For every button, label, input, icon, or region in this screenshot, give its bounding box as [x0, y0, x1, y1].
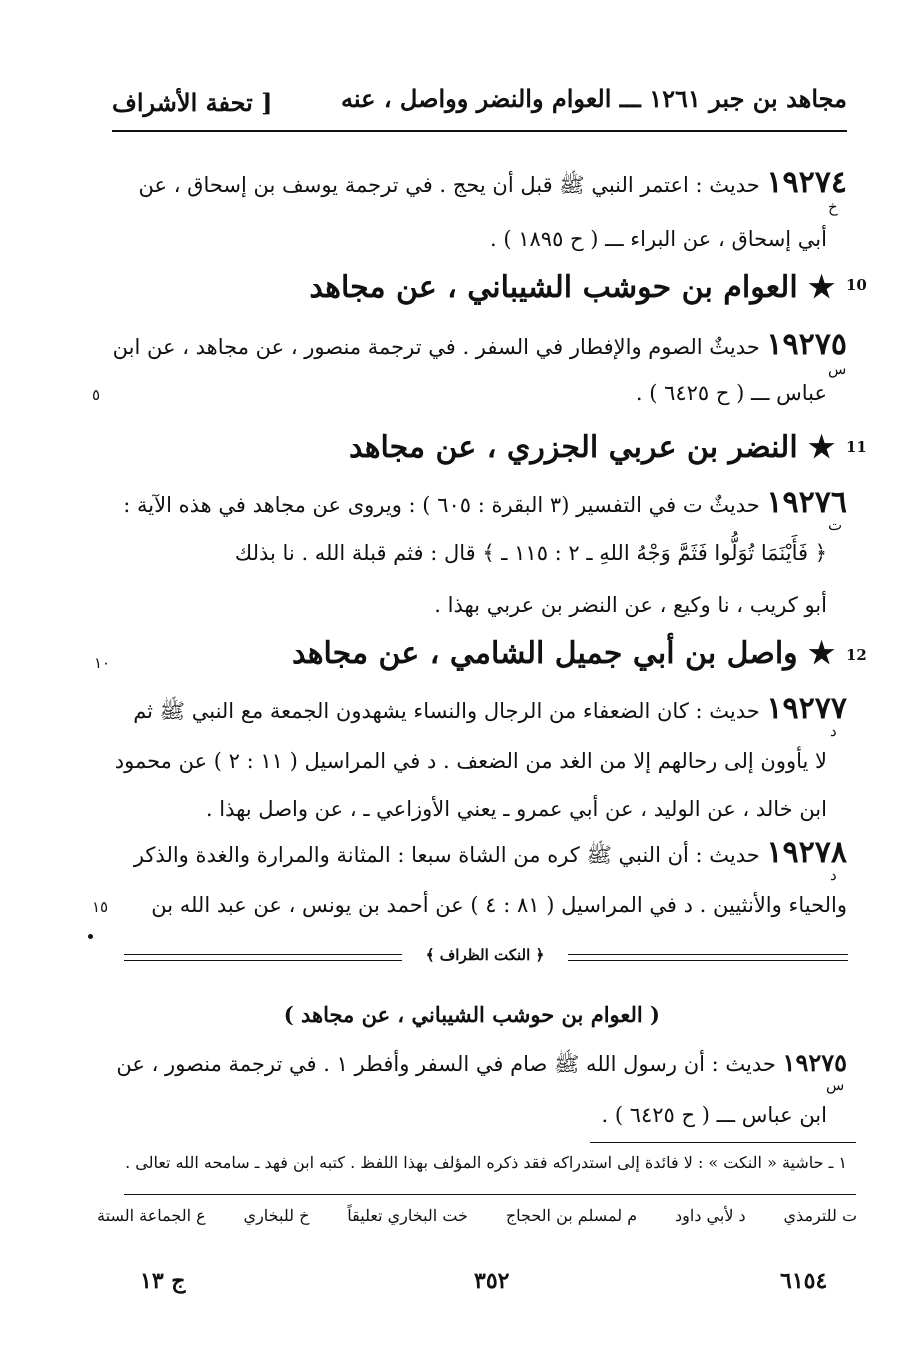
- entry-number: ١٩٢٧٦: [766, 485, 847, 520]
- entry-text: حديثٌ ت في التفسير (٣ البقرة : ٦٠٥ ) : ويروى عن مجاهد في هذه الآية :: [123, 493, 760, 517]
- section-number: 10: [846, 276, 867, 294]
- entry-19274-line1: [107, 165, 847, 200]
- section-number: 11: [846, 438, 867, 456]
- nukat-heading: ( العوام بن حوشب الشيباني ، عن مجاهد ): [283, 1002, 660, 1027]
- entry-text: حديث : أن رسول الله ﷺ صام في السفر وأفطر ١ . في ترجمة منصور ، عن: [116, 1052, 776, 1076]
- running-title-right: مجاهد بن جبر ١٢٦١ ـــ العوام والنضر وواصل ، عنه: [341, 84, 847, 113]
- legend-rule: [124, 1194, 856, 1195]
- nukat-entry-line1: [107, 1048, 847, 1079]
- nukat-entry-line2: ابن عباس ـــ ( ح ٦٤٢٥ ) .: [601, 1103, 827, 1127]
- siglum: س: [828, 360, 847, 378]
- legend-item: خت البخاري تعليقاً: [347, 1206, 468, 1225]
- volume-number: ج ١٣: [140, 1268, 186, 1294]
- entry-text: حديث : اعتمر النبي ﷺ قبل أن يحج . في ترجمة يوسف بن إسحاق ، عن: [138, 173, 760, 197]
- section-title: ★ النضر بن عربي الجزري ، عن مجاهد: [348, 430, 835, 465]
- margin-line-number: ٥: [92, 386, 101, 404]
- legend-item: خ للبخاري: [243, 1206, 310, 1225]
- legend-item: م لمسلم بن الحجاج: [505, 1206, 638, 1225]
- nukat-label: ﴿ النكت الظراف ﴾: [425, 946, 545, 964]
- entry-19278-line1: [107, 835, 847, 870]
- entry-number: ١٩٢٧٨: [766, 835, 847, 870]
- entry-19275-line1: [107, 327, 847, 362]
- margin-line-number: ١٠: [94, 654, 111, 672]
- section-number: 12: [846, 646, 867, 664]
- sigla-legend: [97, 1206, 857, 1225]
- footnote: ١ ـ حاشية « النكت » : لا فائدة إلى استدراكه فقد ذكره المؤلف بهذا اللفظ . كتبه ابن فهد ـ سامحه الله تعالى .: [125, 1153, 847, 1172]
- legend-item: ت للترمذي: [783, 1206, 857, 1225]
- header-rule: [112, 130, 847, 132]
- legend-item: د لأبي داود: [675, 1206, 746, 1225]
- footnote-rule: [590, 1142, 856, 1143]
- margin-dot: [88, 934, 93, 939]
- double-rule-right: [568, 954, 848, 961]
- entry-19277-line2: لا يأوون إلى رحالهم إلا من الغد من الضعف . د في المراسيل ( ١١ : ٢ ) عن محمود: [114, 749, 827, 773]
- page-number: ٣٥٢: [474, 1268, 510, 1294]
- siglum: ت: [828, 516, 843, 534]
- entry-19275-line2: عباس ـــ ( ح ٦٤٢٥ ) .: [635, 381, 827, 405]
- entry-19276-line3: أبو كريب ، نا وكيع ، عن النضر بن عربي بهذا .: [434, 593, 827, 617]
- siglum: د: [830, 866, 837, 884]
- section-title: ★ واصل بن أبي جميل الشامي ، عن مجاهد: [291, 636, 835, 671]
- entry-text: حديث : أن النبي ﷺ كره من الشاة سبعا : المثانة والمرارة والغدة والذكر: [133, 843, 760, 867]
- section-title: ★ العوام بن حوشب الشيباني ، عن مجاهد: [309, 270, 835, 305]
- entry-19276-line1: [107, 485, 847, 520]
- folio-number: ٦١٥٤: [780, 1268, 828, 1294]
- entry-19277-line3: ابن خالد ، عن الوليد ، عن أبي عمرو ـ يعني الأوزاعي ـ ، عن واصل بهذا .: [205, 797, 827, 821]
- entry-19276-line2: ﴿ فَأَيْنَمَا تُوَلُّوا فَثَمَّ وَجْهُ اللهِ ـ ٢ : ١١٥ ـ ﴾ قال : فثم قبلة الله . نا بذلك: [234, 541, 827, 565]
- entry-number: ١٩٢٧٧: [766, 691, 847, 726]
- entry-text: حديث : كان الضعفاء من الرجال والنساء يشهدون الجمعة مع النبي ﷺ ثم: [133, 699, 760, 723]
- legend-item: ع الجماعة الستة: [97, 1206, 206, 1225]
- margin-line-number: ١٥: [92, 898, 109, 916]
- entry-number: ١٩٢٧٤: [766, 165, 847, 200]
- entry-number: ١٩٢٧٥: [782, 1048, 847, 1077]
- entry-19278-line2: والحياء والأنثيين . د في المراسيل ( ٨١ : ٤ ) عن أحمد بن يونس ، عن عبد الله بن: [151, 893, 847, 917]
- double-rule-left: [124, 954, 402, 961]
- entry-number: ١٩٢٧٥: [766, 327, 847, 362]
- entry-19274-line2: أبي إسحاق ، عن البراء ـــ ( ح ١٨٩٥ ) .: [490, 227, 827, 251]
- nukat-divider: [124, 946, 848, 968]
- entry-text: حديثٌ الصوم والإفطار في السفر . في ترجمة منصور ، عن مجاهد ، عن ابن: [112, 335, 760, 359]
- siglum: د: [830, 722, 837, 740]
- siglum: خ: [828, 198, 838, 216]
- running-title-left: [ تحفة الأشراف: [112, 88, 273, 117]
- siglum: س: [826, 1076, 845, 1094]
- entry-19277-line1: [107, 691, 847, 726]
